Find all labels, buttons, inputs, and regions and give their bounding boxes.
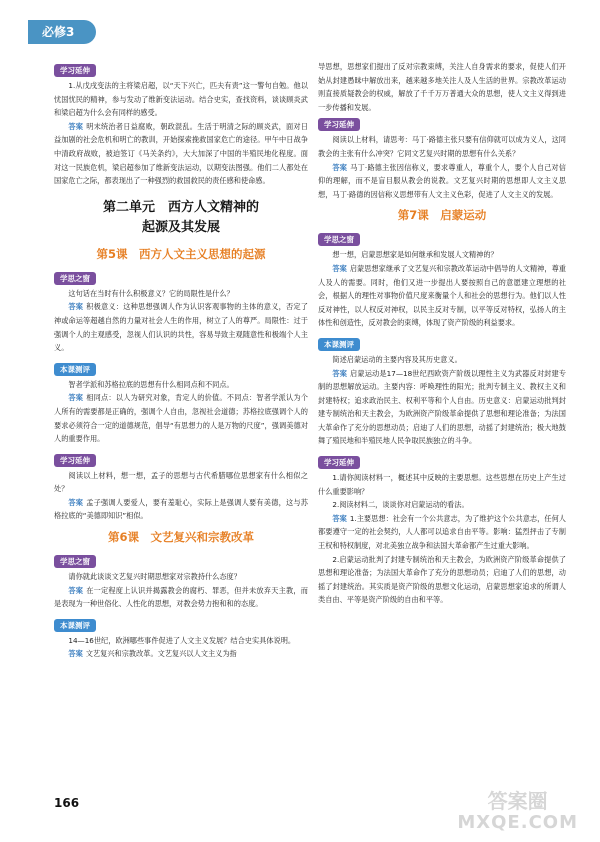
section-label: 学思之窗 [54,555,96,568]
question-text: 2.阅读材料二，谈谈你对启蒙运动的看法。 [332,500,469,510]
answer-body: 1.主要思想：社会有一个公共意志，为了维护这个公共意志，任何人都要遵守一定的社会契约，人人都可以追求自由平等。影响：猛烈抨击了专制王权和特权制度，对北美独立战争和法国大革命都产生过重大影响。 [318,513,566,551]
section-label: 学习延伸 [318,456,360,469]
section-label: 学习延伸 [318,118,360,131]
question-text: 阅读以上材料，请思考：马丁·路德主张只要有信仰就可以成为义人，这同教会的主张有什么冲突？它同文艺复兴时期的思想有什么关系？ [318,135,566,158]
watermark-line2: MXQE.COM [457,812,578,833]
question-text: 想一想，启蒙思想家是如何继承和发展人文精神的？ [332,250,498,260]
answer-body: 启蒙运动是17—18世纪西欧资产阶级以理性主义为武器反对封建专制的思想解放运动。主要内容：呼唤理性的阳光；批判专制主义、教权主义和封建特权；追求政治民主、权利平等和个人自由。历史意义：启蒙运动批判封建专制统治和天主教会，为欧洲资产阶级革命提供了思想和理论准备；为法国大革命作了充分的思想动员；启迪了人们的思想，动摇了封建统治；极大地鼓舞了殖民地和半殖民地人民争取民族独立的斗争。 [318,368,566,446]
answer-body: 马丁·路德主张因信称义，要求尊重人，尊重个人，要个人自己对信仰的理解，而不是盲目服从教会的说教。文艺复兴时期的思想即人文主义思想，马丁·路德的因信称义思想带有人文主义色彩，促进了人文主义的发展。 [318,162,566,199]
section-thinking-window [318,229,566,330]
section-label: 本课测评 [54,363,96,376]
answer-body: 在一定程度上认识并揭露教会的腐朽、罪恶，但并未放弃天主教，而是表现为一种世俗化、人性化的思想，对教会势力抱和和的态度。 [54,585,308,609]
continued-answer-text: 导思想，思想家们提出了反对宗教束缚，关注人自身需求的要求，促使人们开始从封建愚昧中解放出来，越来越多地关注人及人生活的世界。宗教改革运动则直接质疑教会的权威，解放了千千万万普通大众的思想，使人文主义得到进一步传播和发展。 [318,62,566,112]
left-column [54,60,308,665]
answer-text [318,512,566,553]
answer-tag: 答案 [332,368,348,378]
answer-tag: 答案 [332,513,347,523]
page-number: 166 [54,796,80,810]
section-label: 学思之窗 [318,233,360,246]
answer-body: 孟子强调人要爱人，要有羞耻心，实际上是强调人要有美德，这与苏格拉底的“美德即知识”相似。 [54,497,308,521]
section-learning-extension [318,452,566,607]
right-column [318,60,566,611]
answer-tag: 答案 [68,302,84,312]
section-label: 本课测评 [54,619,96,632]
lesson-7-title: 第7课 启蒙运动 [397,208,487,223]
section-lesson-assessment [54,615,308,661]
section-thinking-window [54,551,308,611]
answer-body: 明末统治者日益腐败，朝政混乱。生活于明清之际的顾炎武，面对日益加剧的社会危机和明亡的教训，开始探索挽救国家危亡的途径。甲午中日战争中清政府战败，被迫签订《马关条约》，大大加深了中国的半殖民地化程度。面对这一民族危机，梁启超参加了维新变法运动，以期变法图强。他们二人都处在国家危亡之际，都表现出了一种强烈的救国救民的责任感和使命感。 [54,121,308,186]
answer-tag: 答案 [332,263,347,273]
answer-tag: 答案 [68,393,84,403]
lesson-5-title: 第5课 西方人文主义思想的起源 [96,246,266,261]
section-label: 学习延伸 [54,454,96,467]
answer-text [54,584,308,611]
unit-title [54,198,308,238]
answer-body: 启蒙思想家继承了文艺复兴和宗教改革运动中倡导的人文精神，尊重人及人的需要。同时，他们又进一步提出人要按照自己的意愿建立理想的社会，根据人的理性对事物价值尺度来衡量个人和社会的思想行为。他们以人性反对神性，以人权反对神权，以民主反对专制，以平等反对特权，弘扬人的主体性和创造性，反对教会的束缚，体现了资产阶级的利益要求。 [318,263,566,328]
answer-body: 积极意义：这种思想强调人作为认识客观事物的主体的意义，否定了神或命运等超越自然的力量对社会人生的作用，树立了人的尊严。局限性：过于强调个人的主观感受，忽视人们认识的共性，容易导致主观随意性和极端个人主义。 [54,302,308,353]
answer-text [54,647,308,661]
page-tab: 必修3 [28,20,96,44]
answer-text [318,262,566,330]
section-lesson-assessment [54,359,308,446]
answer-tag: 答案 [68,121,84,131]
answer-body: 相同点：以人为研究对象，肯定人的价值。不同点：智者学派认为个人所有的需要都是正确的，强调个人自由，忽视社会道德；苏格拉底强调个人的要求必须符合一定的道德规范，倡导“有思想力的人是万物的尺度”，强调美德对人的重要作用。 [54,393,308,444]
answer-text [54,391,308,445]
section-learning-extension [54,450,308,523]
question-text: 简述启蒙运动的主要内容及其历史意义。 [332,354,462,364]
lesson-6-title: 第6课 文艺复兴和宗教改革 [107,530,254,545]
answer-text [54,496,308,523]
answer-text [318,161,566,202]
section-lesson-assessment [318,334,566,448]
unit-title-line2: 起源及其发展 [141,219,220,235]
question-text: 阅读以上材料，想一想，孟子的思想与古代希腊哪位思想家有什么相似之处？ [54,470,308,494]
answer-text: 2.启蒙运动批判了封建专制统治和天主教会，为欧洲资产阶级革命提供了思想和理论准备；为法国大革命作了充分的思想动员；启迪了人们的思想，动摇了封建统治。其实质是资产阶级的思想文化运动，启蒙思想家追求的所谓人类自由、平等是资产阶级的自由和平等。 [318,554,566,605]
section-learning-extension [318,114,566,201]
watermark-line1: 答案圈 [487,789,548,813]
answer-text [54,120,308,188]
question-text: 1.从戊戌变法的主将梁启超，以“天下兴亡，匹夫有责”这一警句自勉。他以忧国忧民的精神，参与发动了维新变法运动。结合史实，查找资料，谈谈顾炎武和梁启超为什么会有同样的感受。 [54,81,308,118]
question-text: 智者学派和苏格拉底的思想有什么相同点和不同点。 [68,379,234,389]
answer-tag: 答案 [332,162,348,172]
question-text: 这句话在当时有什么积极意义？它的局限性是什么？ [68,288,234,298]
answer-tag: 答案 [68,585,84,595]
section-learning-extension [54,60,308,188]
question-text: 请你就此谈谈文艺复兴时期思想家对宗教持什么态度？ [68,572,241,582]
answer-text [54,300,308,354]
answer-text [318,367,566,449]
watermark [457,790,578,834]
answer-body: 文艺复兴和宗教改革。文艺复兴以人文主义为指 [85,649,237,659]
section-label: 本课测评 [318,338,360,351]
question-text: 1.请你阅读材料一，概述其中反映的主要思想。这些思想在历史上产生过什么重要影响？ [318,473,566,496]
question-text: 14—16世纪，欧洲哪些事件促进了人文主义发展？结合史实具体说明。 [68,635,296,645]
section-label: 学思之窗 [54,272,96,285]
answer-tag: 答案 [68,649,83,659]
section-thinking-window [54,268,308,355]
answer-tag: 答案 [68,497,84,507]
unit-title-line1: 第二单元 西方人文精神的 [102,199,259,215]
section-label: 学习延伸 [54,64,96,77]
